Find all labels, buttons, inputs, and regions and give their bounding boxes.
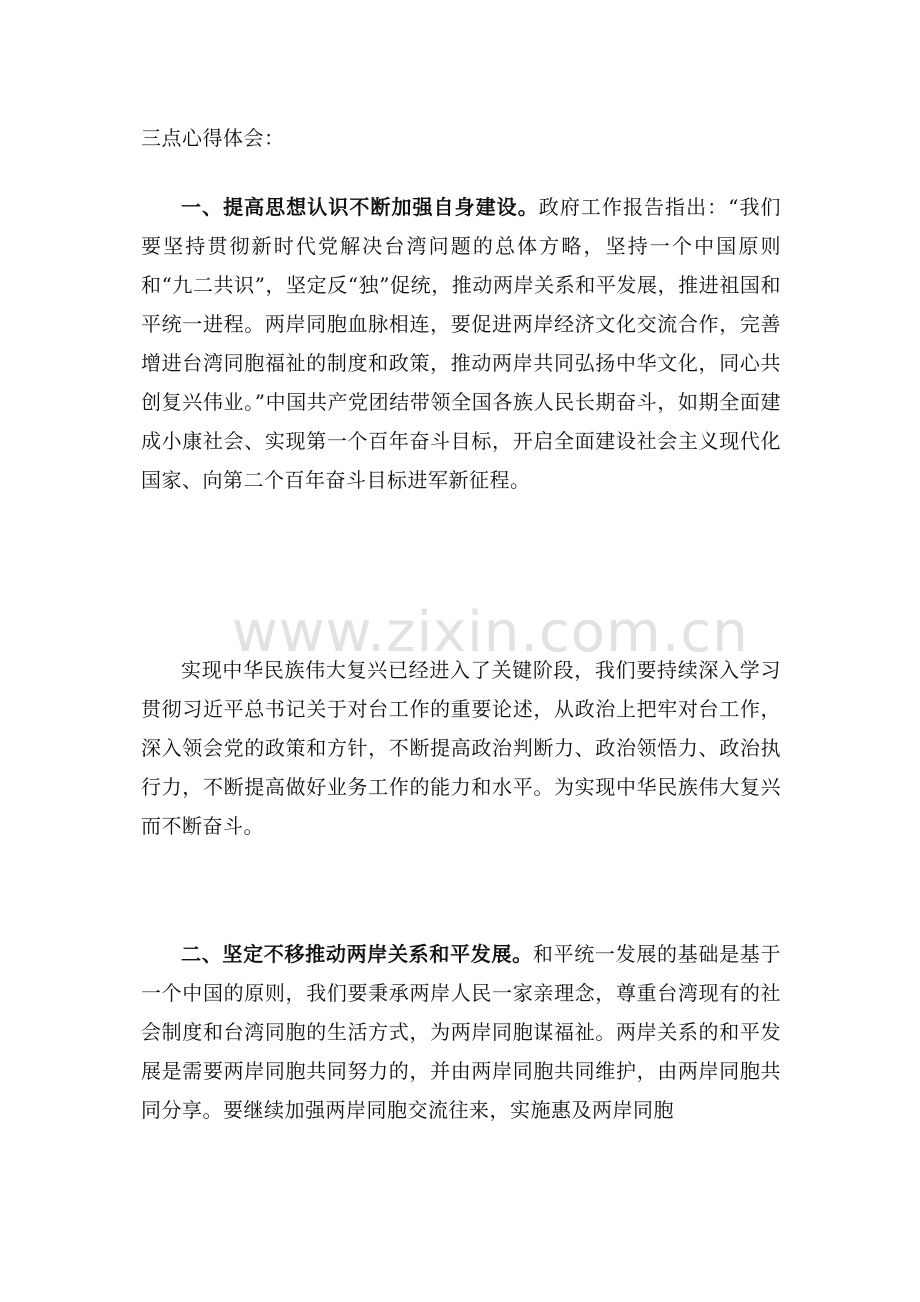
section-2-heading: 二、坚定不移推动两岸关系和平发展。 <box>181 942 533 966</box>
section-2-paragraph <box>141 935 781 1130</box>
watermark: www.zixin.com.cn <box>232 600 749 665</box>
paragraph-2: 实现中华民族伟大复兴已经进入了关键阶段，我们要持续深入学习贯彻习近平总书记关于对台工作的重要论述，从政治上把牢对台工作，深入领会党的政策和方针，不断提高政治判断力、政治领悟力、政治执行力，不断提高做好业务工作的能力和水平。为实现中华民族伟大复兴而不断奋斗。 <box>141 658 781 838</box>
section-1-heading: 一、提高思想认识不断加强自身建设。 <box>181 195 539 219</box>
intro-line: 三点心得体会： <box>141 126 285 150</box>
section-1-paragraph <box>141 188 781 500</box>
section-1-body: 政府工作报告指出：“我们要坚持贯彻新时代党解决台湾问题的总体方略，坚持一个中国原则和“九二共识”，坚定反“独”促统，推动两岸关系和平发展，推进祖国和平统一进程。两岸同胞血脉相连，要促进两岸经济文化交流合作，完善增进台湾同胞福祉的制度和政策，推动两岸共同弘扬中华文化，同心共创复兴伟业。”中国共产党团结带领全国各族人民长期奋斗，如期全面建成小康社会、实现第一个百年奋斗目标，开启全面建设社会主义现代化国家、向第二个百年奋斗目标进军新征程。 <box>141 195 782 492</box>
section-2-body: 和平统一发展的基础是基于一个中国的原则，我们要秉承两岸人民一家亲理念，尊重台湾现有的社会制度和台湾同胞的生活方式，为两岸同胞谋福祉。两岸关系的和平发展是需要两岸同胞共同努力的，并由两岸同胞共同维护，由两岸同胞共同分享。要继续加强两岸同胞交流往来，实施惠及两岸同胞 <box>141 942 782 1122</box>
